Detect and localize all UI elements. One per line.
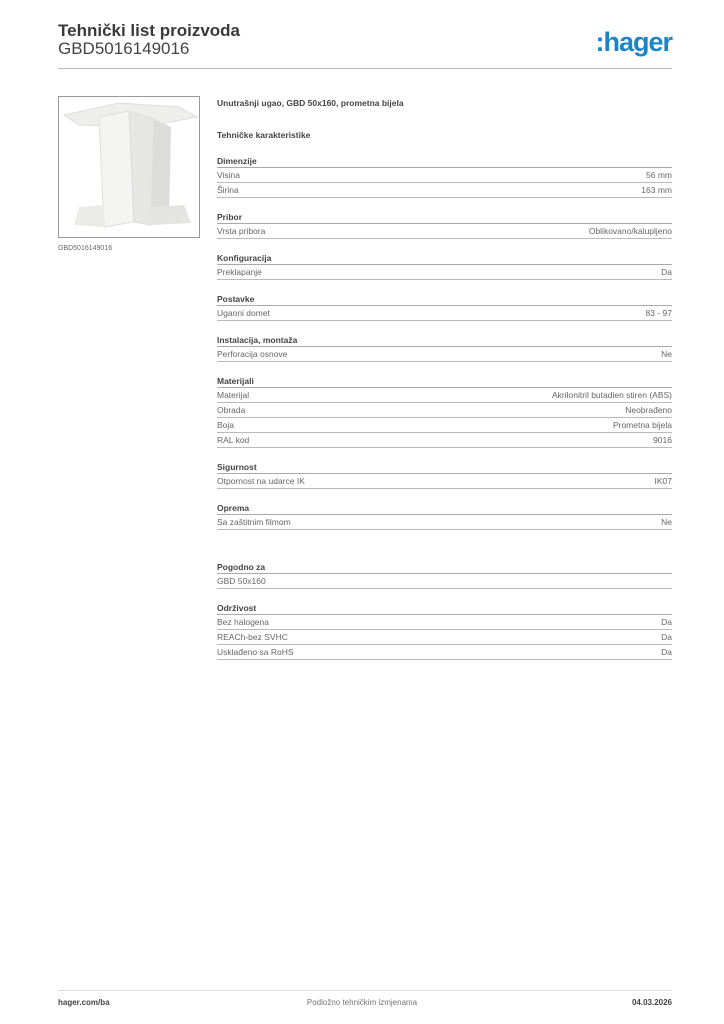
- spec-label: Otpornost na udarce IK: [217, 476, 305, 486]
- spec-value: IK07: [654, 476, 672, 486]
- image-caption: GBD5016149016: [58, 245, 113, 252]
- spec-row: [217, 615, 672, 630]
- spec-label: Vrsta pribora: [217, 226, 266, 236]
- spec-row: [217, 433, 672, 448]
- spec-row: [217, 388, 672, 403]
- section-title: Oprema: [217, 502, 672, 515]
- spec-row: [217, 403, 672, 418]
- spec-value: 83 - 97: [645, 308, 672, 318]
- spec-row: [217, 265, 672, 280]
- spec-value: Da: [661, 632, 672, 642]
- spec-label: Bez halogena: [217, 617, 269, 627]
- document-title: Tehnički list proizvoda: [58, 21, 240, 40]
- spec-row: [217, 183, 672, 198]
- spec-value: Neobrađeno: [625, 405, 672, 415]
- spec-value: Da: [661, 647, 672, 657]
- hager-logo: :hager: [595, 27, 672, 57]
- spec-value: Da: [661, 267, 672, 277]
- spec-label: Visina: [217, 170, 240, 180]
- footer-divider: [58, 990, 672, 991]
- spec-label: Širina: [217, 185, 239, 195]
- specifications: [217, 96, 672, 660]
- section-title: Održivost: [217, 602, 672, 615]
- spec-label: Obrada: [217, 405, 246, 415]
- spec-section: [217, 502, 672, 530]
- spec-value: 163 mm: [641, 185, 672, 195]
- spec-label: Boja: [217, 420, 235, 430]
- header-divider: [58, 68, 672, 69]
- spec-label: Usklađeno sa RoHS: [217, 647, 294, 657]
- spec-label: Preklapanje: [217, 267, 262, 277]
- spec-row: [217, 418, 672, 433]
- spec-label: Perforacija osnove: [217, 349, 288, 359]
- spec-value: Ne: [661, 349, 672, 359]
- spec-value: Akrilonitril butadien stiren (ABS): [552, 390, 672, 400]
- spec-section: [217, 461, 672, 489]
- spec-value: Prometna bijela: [612, 420, 672, 430]
- section-title: Materijali: [217, 375, 672, 388]
- spec-section: [217, 252, 672, 280]
- spec-section: [217, 155, 672, 198]
- spec-value: Ne: [661, 517, 672, 527]
- spec-row: [217, 347, 672, 362]
- section-title: Instalacija, montaža: [217, 334, 672, 347]
- section-title: Pribor: [217, 211, 672, 224]
- spec-section: [217, 334, 672, 362]
- section-title: Konfiguracija: [217, 252, 672, 265]
- product-image: [58, 96, 200, 238]
- spec-label: Sa zaštitnim filmom: [217, 517, 291, 527]
- tech-heading: Tehničke karakteristike: [217, 130, 311, 140]
- spec-label: GBD 50x160: [217, 576, 266, 586]
- footer-note: Podložno tehničkim izmjenama: [306, 998, 418, 1007]
- spec-row: [217, 574, 672, 589]
- spec-label: RAL kod: [217, 435, 250, 445]
- spec-row: [217, 630, 672, 645]
- spec-row: [217, 645, 672, 660]
- spec-label: Ugaoni domet: [217, 308, 270, 318]
- product-name: Unutrašnji ugao, GBD 50x160, prometna bijela: [217, 98, 404, 108]
- spec-label: REACh-bez SVHC: [217, 632, 288, 642]
- footer-website[interactable]: hager.com/ba: [58, 998, 110, 1007]
- product-code: GBD5016149016: [58, 39, 190, 58]
- spec-row: [217, 474, 672, 489]
- section-title: Sigurnost: [217, 461, 672, 474]
- spec-value: 9016: [653, 435, 672, 445]
- spec-row: [217, 224, 672, 239]
- section-title: Postavke: [217, 293, 672, 306]
- spec-section: [217, 375, 672, 448]
- spec-section: [217, 561, 672, 589]
- spec-row: [217, 306, 672, 321]
- spec-section: [217, 602, 672, 660]
- spec-row: [217, 515, 672, 530]
- spec-value: Da: [661, 617, 672, 627]
- corner-piece-illustration: [59, 97, 199, 237]
- footer-date: 04.03.2026: [631, 998, 672, 1007]
- spec-value: 56 mm: [646, 170, 672, 180]
- spec-value: Oblikovano/kalupljeno: [588, 226, 672, 236]
- spec-section: [217, 293, 672, 321]
- section-title: Dimenzije: [217, 155, 672, 168]
- section-title: Pogodno za: [217, 561, 672, 574]
- spec-label: Materijal: [217, 390, 250, 400]
- spec-section: [217, 211, 672, 239]
- spec-row: [217, 168, 672, 183]
